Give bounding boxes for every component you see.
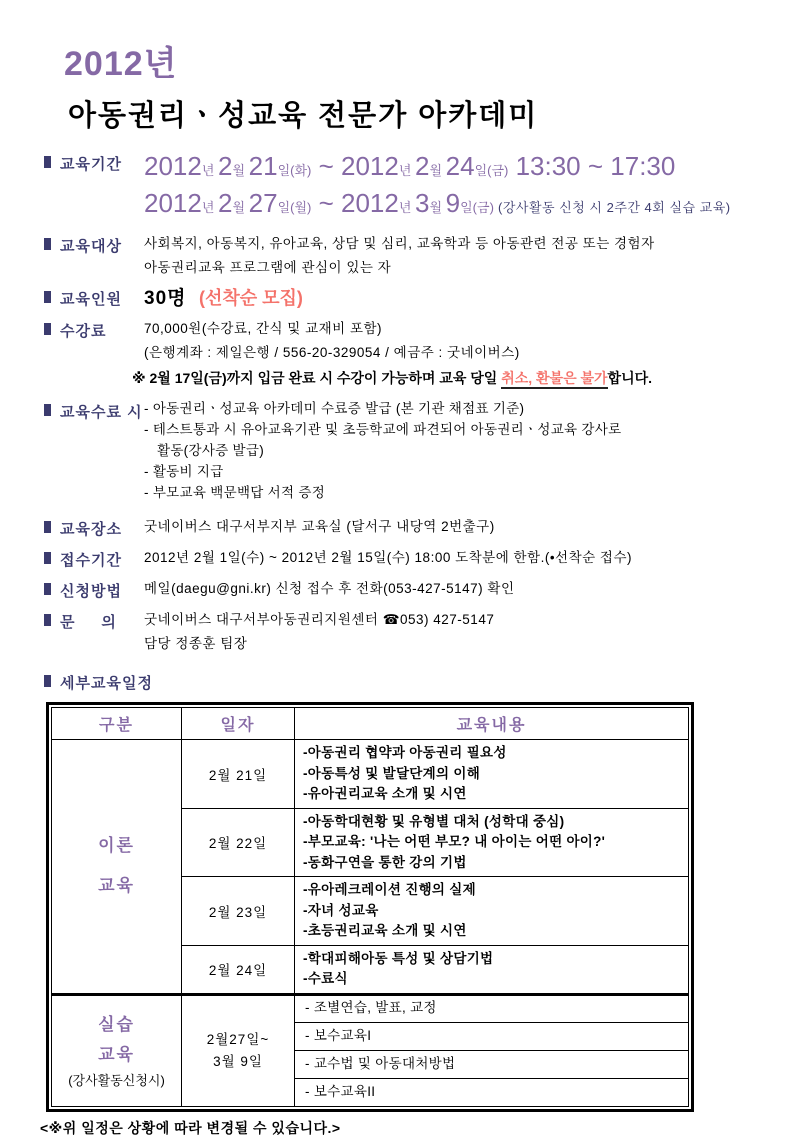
fee-line-1: 70,000원(수강료, 간식 및 교재비 포함) [144,321,383,336]
content-cell [295,1022,689,1050]
footnote: <※위 일정은 상황에 따라 변경될 수 있습니다.> [40,1119,341,1136]
completion-item: - 활동비 지급 [144,464,224,479]
completion-item-continuation: 활동(강사증 발급) [157,443,265,458]
content-item: -동화구연을 통한 강의 기법 [303,854,467,870]
fee-line-2: (은행계좌 : 제일은행 / 556-20-329054 / 예금주 : 굿네이버스) [144,345,520,360]
square-bullet-icon [44,614,51,626]
section-completion [44,398,750,503]
section-label-apply-method: 신청방법 [60,583,122,600]
square-bullet-icon [44,323,51,335]
category-theory-line2: 교육 [98,876,135,896]
section-label-venue: 교육장소 [60,521,122,538]
date-cell: 2월 23일 [182,877,295,946]
section-schedule-header [44,669,750,693]
section-label-capacity: 교육인원 [60,291,122,308]
section-fee [44,317,750,391]
category-cell-theory [52,740,182,995]
square-bullet-icon [44,552,51,564]
content-cell [295,1078,689,1106]
section-label-contact: 문 의 [60,614,117,631]
content-cell [295,1050,689,1078]
content-item: -초등권리교육 소개 및 시연 [303,923,467,938]
period-line-1: 2012년 2월 21일(화) ~ 2012년 2월 24일(금) 13:30 ~ 17:30 [144,151,676,181]
content-item: -아동특성 및 발달단계의 이해 [303,765,481,781]
section-target [44,232,750,280]
target-line-2: 아동권리교육 프로그램에 관심이 있는 자 [144,260,392,275]
table-row [52,994,689,1022]
category-practice-note: (강사활동신청시) [68,1072,165,1088]
section-capacity [44,285,750,313]
content-cell [295,945,689,994]
content-item: - 보수교육II [305,1083,376,1099]
apply-period-text: 2012년 2월 1일(수) ~ 2012년 2월 15일(수) 18:00 도착분에 한함.(•선착순 접수) [144,550,633,565]
section-label-apply-period: 접수기간 [60,552,122,569]
section-label-completion: 교육수료 시 [60,404,143,421]
completion-item: - 테스트통과 시 유아교육기관 및 초등학교에 파견되어 아동권리ㆍ성교육 강사로 [144,422,622,437]
content-item: -수료식 [303,971,348,986]
square-bullet-icon [44,675,51,687]
target-line-1: 사회복지, 아동복지, 유아교육, 상담 및 심리, 교육학과 등 아동관련 전공 또는 경험자 [144,236,655,251]
section-label-fee: 수강료 [60,323,107,340]
page-title: 아동권리ㆍ성교육 전문가 아카데미 [68,100,539,132]
content-item: - 조별연습, 발표, 교정 [305,1000,437,1016]
date-cell-practice [182,994,295,1106]
content-item: -아동학대현황 및 유형별 대처 (성학대 중심) [303,813,565,829]
contact-line-2: 담당 정종훈 팀장 [144,636,248,651]
square-bullet-icon [44,404,51,416]
table-row [52,740,689,809]
capacity-note: (선착순 모집) [198,288,303,308]
practice-date-line2: 3월 9일 [213,1053,263,1069]
content-item: -유아권리교육 소개 및 시연 [303,786,467,801]
section-label-schedule: 세부교육일정 [60,675,153,692]
section-label-period: 교육기간 [60,156,122,173]
category-cell-practice [52,994,182,1106]
col-header-date: 일자 [182,708,295,740]
apply-method-text: 메일(daegu@gni.kr) 신청 접수 후 전화(053-427-5147) 확인 [144,581,515,596]
table-header-row [52,708,689,740]
section-label-target: 교육대상 [60,238,122,255]
content-cell [295,994,689,1022]
square-bullet-icon [44,156,51,168]
category-theory-line1: 이론 [98,836,135,856]
square-bullet-icon [44,521,51,533]
date-cell: 2월 24일 [182,945,295,994]
section-contact [44,608,750,656]
section-apply-period [44,546,750,570]
content-item: -아동권리 협약과 아동권리 필요성 [303,745,507,760]
fee-warning-line [132,365,750,391]
schedule-table [51,707,689,1107]
content-item: - 보수교육I [305,1027,372,1043]
square-bullet-icon [44,291,51,303]
title-year: 2012년 [64,45,178,83]
venue-text: 굿네이버스 대구서부지부 교육실 (달서구 내당역 2번출구) [144,519,495,534]
practice-date-line1: 2월27일~ [206,1031,270,1047]
contact-line-1: 굿네이버스 대구서부아동권리지원센터 ☎053) 427-5147 [144,612,495,627]
content-cell [295,740,689,809]
capacity-count: 30명 [144,288,187,309]
date-cell: 2월 22일 [182,808,295,877]
schedule-table-frame [46,702,694,1112]
square-bullet-icon [44,238,51,250]
content-item: -부모교육: '나는 어떤 부모? 내 아이는 어떤 아이?' [303,834,606,849]
square-bullet-icon [44,583,51,595]
completion-item: - 부모교육 백문백답 서적 증정 [144,485,326,500]
col-header-category: 구분 [52,708,182,740]
content-cell [295,808,689,877]
category-practice-line1: 실습 [98,1014,135,1034]
section-period [44,150,750,224]
fee-warning-highlight: 취소, 환불은 불가 [501,370,607,389]
content-item: -유아레크레이션 진행의 실제 [303,882,476,897]
fee-warning-suffix: 합니다. [607,370,653,386]
section-apply-method [44,577,750,601]
fee-warning-prefix: ※ 2월 17일(금)까지 입금 완료 시 수강이 가능하며 교육 당일 [132,370,502,386]
section-venue [44,515,750,539]
col-header-content: 교육내용 [295,708,689,740]
content-item: -자녀 성교육 [303,902,379,918]
period-line-2: 2012년 2월 27일(월) ~ 2012년 3월 9일(금) (강사활동 신청 시 2주간 4회 실습 교육) [144,188,731,218]
category-practice-line2: 교육 [98,1044,135,1064]
date-cell: 2월 21일 [182,740,295,809]
completion-item: - 아동권리ㆍ성교육 아카데미 수료증 발급 (본 기관 채점표 기준) [144,401,525,416]
content-cell [295,877,689,946]
content-item: - 교수법 및 아동대처방법 [305,1055,456,1071]
content-item: -학대피해아동 특성 및 상담기법 [303,950,494,966]
